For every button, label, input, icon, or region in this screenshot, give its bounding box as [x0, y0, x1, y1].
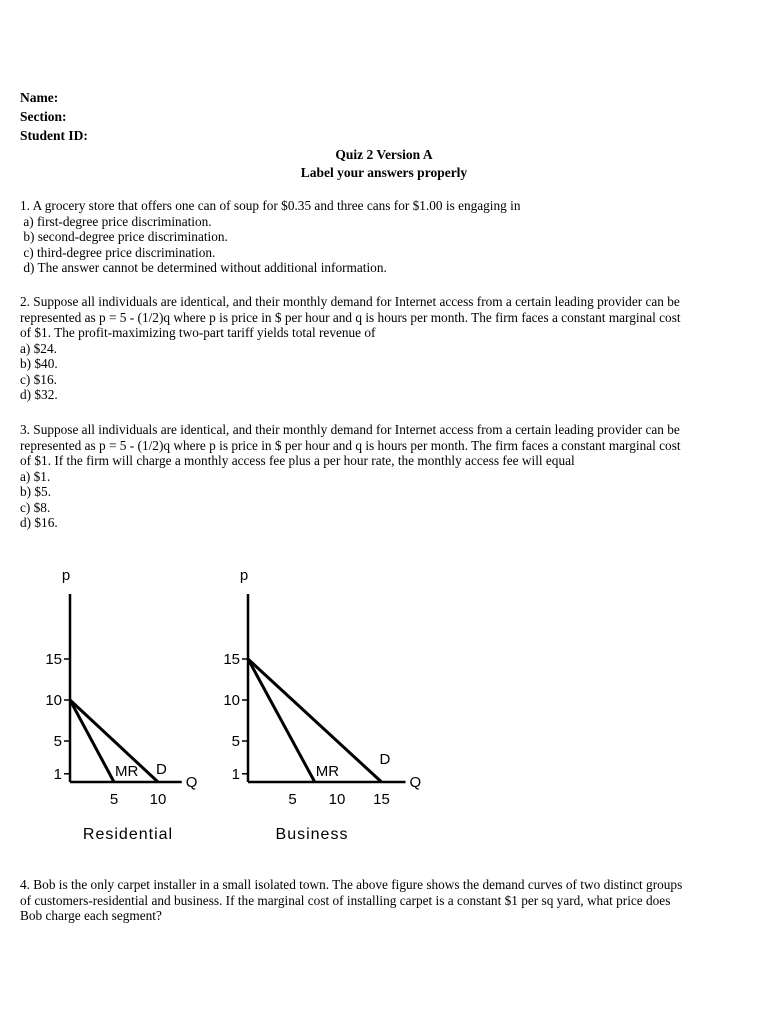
y-tick-label: 15 — [45, 651, 62, 668]
x-tick-label: 10 — [149, 791, 167, 808]
student-id-label: Student ID: — [20, 128, 88, 143]
answer-option: a) $24. — [20, 340, 57, 356]
quiz-subtitle: Label your answers properly — [300, 165, 468, 180]
answer-option: c) $8. — [20, 499, 51, 515]
curve-d — [70, 700, 158, 782]
answer-option: c) $16. — [20, 371, 57, 387]
y-tick-label: 5 — [231, 733, 240, 750]
curve-label-d: D — [379, 751, 391, 768]
quiz-title: Quiz 2 Version A — [335, 147, 433, 162]
curve-mr — [70, 700, 114, 782]
x-axis-label: Q — [185, 774, 198, 791]
question-3 — [20, 422, 760, 531]
answer-option: d) The answer cannot be determined without additional information. — [20, 260, 387, 275]
y-tick-label: 10 — [45, 692, 62, 709]
question-text: represented as p = 5 - (1/2)q where p is price in $ per hour and q is hours per month. The firm faces a constant marginal cost — [20, 309, 681, 325]
question-text: Bob charge each segment? — [20, 908, 162, 923]
question-4 — [20, 877, 760, 924]
y-axis-label: p — [239, 567, 249, 584]
question-text: 1. A grocery store that offers one can of soup for $0.35 and three cans for $1.00 is engaging in — [20, 198, 521, 213]
question-1 — [20, 198, 760, 276]
curve-label-d: D — [156, 761, 167, 778]
answer-option: d) $32. — [20, 387, 58, 402]
x-tick-label: 10 — [328, 791, 346, 808]
name-label: Name: — [20, 90, 59, 105]
x-tick-label: 5 — [288, 791, 297, 808]
question-text: of $1. The profit-maximizing two-part tariff yields total revenue of — [20, 325, 376, 340]
question-text: 3. Suppose all individuals are identical, and their monthly demand for Internet access from a certain leading provider can be — [20, 422, 680, 437]
answer-option: d) $16. — [20, 515, 58, 530]
answer-option: a) $1. — [20, 468, 51, 484]
y-axis-label: p — [61, 567, 71, 584]
section-label: Section: — [20, 109, 67, 124]
demand-figure — [0, 550, 768, 850]
panel-title: Residential — [82, 826, 174, 843]
x-axis-label: Q — [409, 774, 422, 791]
answer-option: c) third-degree price discrimination. — [20, 244, 216, 260]
answer-option: a) first-degree price discrimination. — [20, 213, 212, 229]
question-text: 4. Bob is the only carpet installer in a small isolated town. The above figure shows the demand curves of two distinct groups — [20, 877, 683, 892]
answer-option: b) $5. — [20, 484, 52, 499]
panel-title: Business — [275, 826, 349, 843]
y-tick-label: 15 — [223, 651, 240, 668]
y-tick-label: 5 — [53, 733, 62, 750]
curve-mr — [248, 659, 315, 782]
x-tick-label: 15 — [373, 791, 390, 808]
question-2 — [20, 294, 760, 403]
question-text: of $1. If the firm will charge a monthly access fee plus a per hour rate, the monthly access fee will equal — [20, 453, 575, 468]
question-text: 2. Suppose all individuals are identical, and their monthly demand for Internet access from a certain leading provider can be — [20, 294, 680, 309]
question-text: of customers-residential and business. If the marginal cost of installing carpet is a constant $1 per sq yard, what price does — [20, 892, 671, 908]
question-text: represented as p = 5 - (1/2)q where p is price in $ per hour and q is hours per month. The firm faces a constant marginal cost — [20, 437, 681, 453]
x-tick-label: 5 — [109, 791, 119, 808]
curve-d — [248, 659, 382, 782]
answer-option: b) second-degree price discrimination. — [20, 229, 228, 244]
y-tick-label: 1 — [231, 765, 240, 783]
curve-label-mr: MR — [115, 763, 139, 780]
curve-label-mr: MR — [315, 763, 340, 780]
answer-option: b) $40. — [20, 356, 58, 371]
y-tick-label: 10 — [223, 692, 240, 709]
y-tick-label: 1 — [53, 765, 62, 783]
